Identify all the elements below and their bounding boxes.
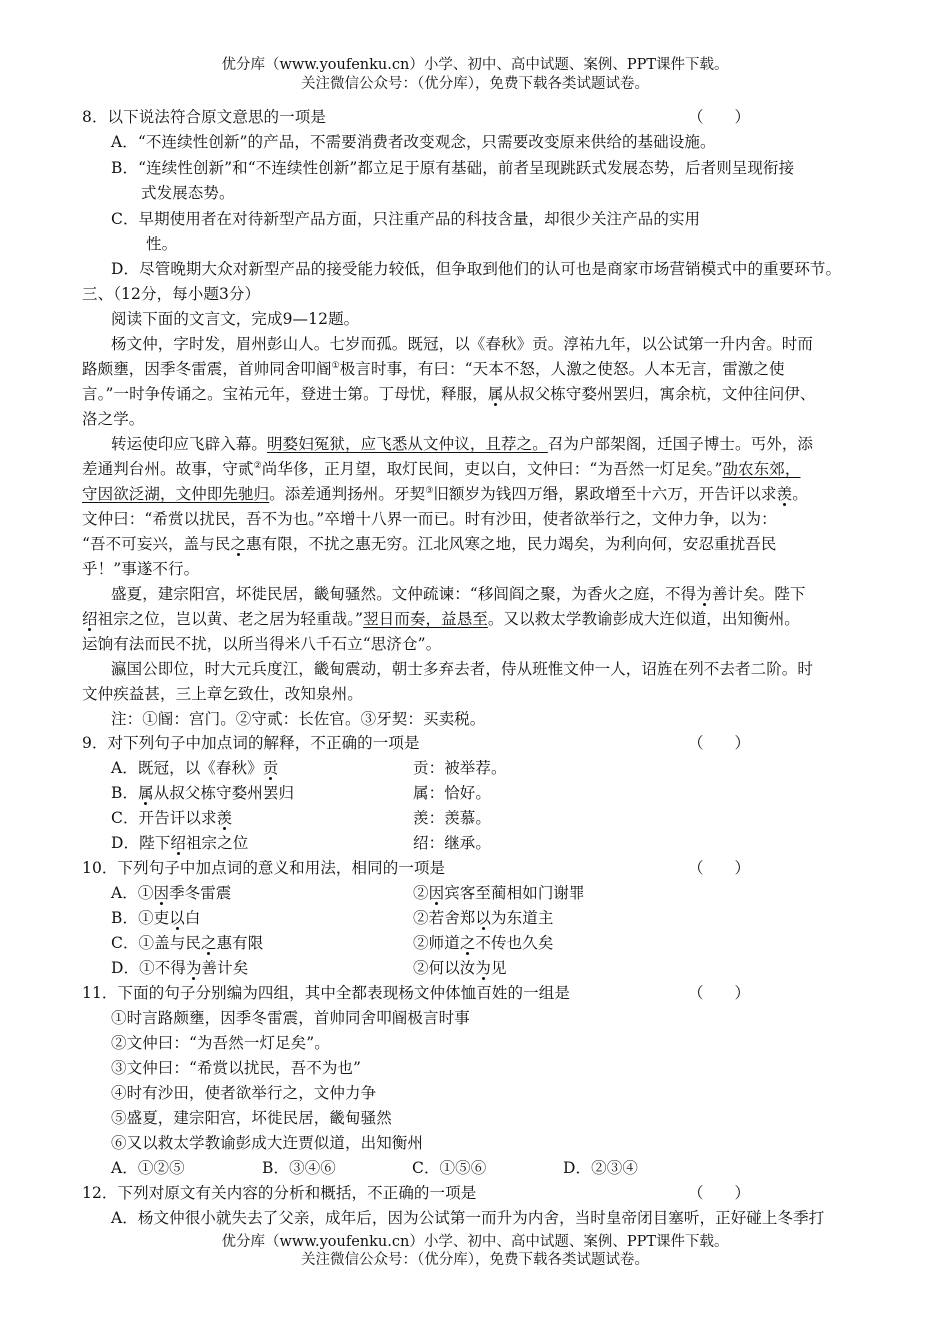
dotted-word: 属 xyxy=(487,385,504,403)
underlined-sentence: 明婺妇冤狱，应飞悉从文仲议，且荐之。 xyxy=(267,435,548,453)
q12-stem: 12．下列对原文有关内容的分析和概括，不正确的一项是 xyxy=(82,1184,477,1202)
q11-option-c: C．①⑤⑥ xyxy=(412,1159,487,1177)
q8-option-d: D．尽管晚期大众对新型产品的接受能力较低，但争取到他们的认可也是商家市场营销模式中的重要环节。 xyxy=(111,260,842,278)
q12-option-a: A．杨文仲很小就失去了父亲，成年后，因为公试第一而升为内舍，当时皇帝闭目塞听，正好碰上冬季打 xyxy=(111,1209,825,1227)
q11-item: ④时有沙田，使者欲举行之，文仲力争 xyxy=(111,1084,377,1102)
q11-answer-paren: （ ） xyxy=(688,984,751,1002)
dotted-word: 绍 xyxy=(82,610,98,628)
q10-option-c-2: ②师道之不传也久矣 xyxy=(413,934,554,952)
q11-option-a: A．①②⑤ xyxy=(111,1159,185,1177)
q8-option-c-line2: 性。 xyxy=(146,235,178,253)
q8-option-a: A．“不连续性创新”的产品，不需要消费者改变观念，只需要改变原来供给的基础设施。 xyxy=(111,133,716,151)
q10-option-a-2: ②因宾客至蔺相如门谢罪 xyxy=(413,884,585,902)
q11-stem: 11．下面的句子分别编为四组，其中全都表现杨文仲体恤百姓的一组是 xyxy=(82,984,570,1002)
q11-item: ⑥又以救太学教谕彭成大迕贾似道，出知衡州 xyxy=(111,1134,424,1152)
header-line-2: 关注微信公众号：（优分库），免费下载各类试题试卷。 xyxy=(301,76,649,92)
q9-stem: 9．对下列句子中加点词的解释，不正确的一项是 xyxy=(82,734,420,752)
q10-option-d-1: D．①不得为善计矣 xyxy=(111,959,249,977)
q9-option-d-explanation: 绍：继承。 xyxy=(413,834,492,852)
header-line-1: 优分库（www.youfenku.cn）小学、初中、高中试题、案例、PPT课件下载。 xyxy=(221,57,729,73)
underlined-sentence: 翌日而奏，益恳至 xyxy=(363,610,488,628)
underlined-sentence: 守因欲泛湖，文仲即先驰归 xyxy=(82,485,270,503)
q8-option-b-line2: 式发展态势。 xyxy=(141,184,235,202)
q10-option-b-1: B．①吏以白 xyxy=(111,909,201,927)
section-3-intro: 阅读下面的文言文，完成9—12题。 xyxy=(111,310,360,328)
underlined-sentence: 劭农东郊， xyxy=(722,460,801,478)
section-3-title: 三、（12分，每小题3分） xyxy=(82,285,261,303)
footer-line-1: 优分库（www.youfenku.cn）小学、初中、高中试题、案例、PPT课件下载。 xyxy=(221,1234,729,1250)
q8-stem: 8．以下说法符合原文意思的一项是 xyxy=(82,108,326,126)
q11-item: ②文仲曰：“为吾然一灯足矣”。 xyxy=(111,1034,330,1052)
q9-option-c-explanation: 羡：羡慕。 xyxy=(413,809,492,827)
q10-answer-paren: （ ） xyxy=(688,859,751,877)
q10-option-a-1: A．①因季冬雷震 xyxy=(111,884,232,902)
q10-option-d-2: ②何以汝为见 xyxy=(413,959,507,977)
q11-option-d: D．②③④ xyxy=(563,1159,638,1177)
footer-line-2: 关注微信公众号：（优分库），免费下载各类试题试卷。 xyxy=(301,1252,649,1268)
dotted-word: 之 xyxy=(230,535,247,553)
q11-option-b: B．③④⑥ xyxy=(262,1159,336,1177)
q9-option-d: D．陛下绍祖宗之位 xyxy=(111,834,249,852)
q9-answer-paren: （ ） xyxy=(688,734,751,752)
q9-option-b: B．属从叔父栋守婺州罢归 xyxy=(111,784,295,802)
q9-option-a-explanation: 贡：被举荐。 xyxy=(413,759,507,777)
dotted-word: 为 xyxy=(696,585,712,603)
q12-answer-paren: （ ） xyxy=(688,1184,751,1202)
q10-option-c-1: C．①盖与民之惠有限 xyxy=(111,934,264,952)
q10-stem: 10．下列句子中加点词的意义和用法，相同的一项是 xyxy=(82,859,446,877)
q8-answer-paren: （ ） xyxy=(688,108,751,126)
q11-item: ⑤盛夏，建宗阳宫，坏徙民居，畿甸骚然 xyxy=(111,1109,392,1127)
q8-option-c-line1: C．早期使用者在对待新型产品方面，只注重产品的科技含量，却很少关注产品的实用 xyxy=(111,210,701,228)
q8-option-b-line1: B．“连续性创新”和“不连续性创新”都立足于原有基础，前者呈现跳跃式发展态势，后者则呈现衔接 xyxy=(111,159,795,177)
q9-option-c: C．开告讦以求羡 xyxy=(111,809,233,827)
q10-option-b-2: ②若舍郑以为东道主 xyxy=(413,909,554,927)
dotted-word: 羡 xyxy=(776,485,793,503)
q11-item: ①时言路颇壅，因季冬雷震，首帅同舍叩阍极言时事 xyxy=(111,1009,470,1027)
passage-notes: 注：①阍：宫门。②守贰：长佐官。③牙契：买卖税。 xyxy=(111,710,486,728)
q9-option-a: A．既冠，以《春秋》贡 xyxy=(111,759,279,777)
q9-option-b-explanation: 属：恰好。 xyxy=(413,784,492,802)
q11-item: ③文仲曰：“希赏以扰民，吾不为也” xyxy=(111,1059,362,1077)
